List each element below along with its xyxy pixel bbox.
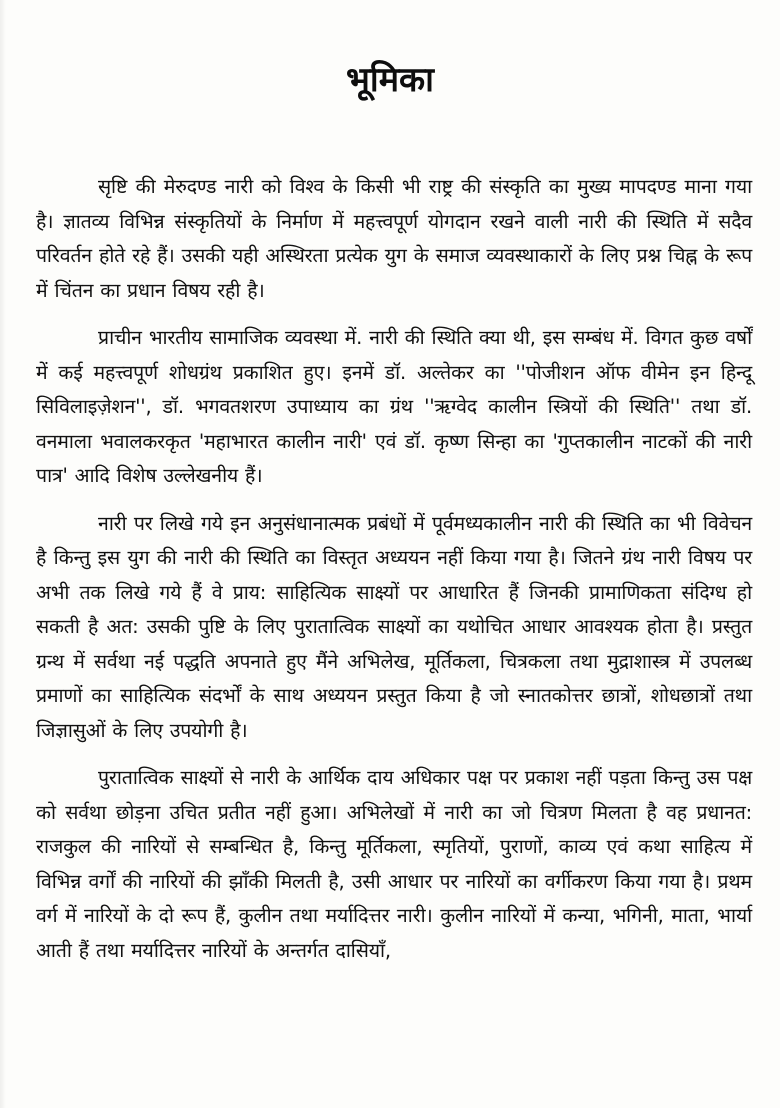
paragraph-method: नारी पर लिखे गये इन अनुसंधानात्मक प्रबंधों में पूर्वमध्यकालीन नारी की स्थिति का भी विवेचन है किन्तु इस युग की नारी की स्थिति का विस्तृत अध्ययन नहीं किया गया है। जितने ग्रंथ नारी विषय पर अभी तक लिखे गये हैं वे प्राय: साहित्यिक साक्ष्यों पर आधारित हैं जिनकी प्रामाणिकता संदिग्ध हो सकती है अत: उसकी पुष्टि के लिए पुरातात्विक साक्ष्यों का यथोचित आधार आवश्यक होता है। प्रस्तुत ग्रन्थ में सर्वथा नई पद्धति अपनाते हुए मैंने अभिलेख, मूर्तिकला, चित्रकला तथा मुद्राशास्त्र में उपलब्ध प्रमाणों का साहित्यिक संदर्भों के साथ अध्ययन प्रस्तुत किया है जो स्नातकोत्तर छात्रों, शोधछात्रों तथा जिज्ञासुओं के लिए उपयोगी है। — [36, 511, 752, 742]
paragraph-classification: पुरातात्विक साक्ष्यों से नारी के आर्थिक दाय अधिकार पक्ष पर प्रकाश नहीं पड़ता किन्तु उस पक्ष को सर्वथा छोड़ना उचित प्रतीत नहीं हुआ। अभिलेखों में नारी का जो चित्रण मिलता है वह प्रधानत: राजकुल की नारियों से सम्बन्धित है, किन्तु मूर्तिकला, स्मृतियों, पुराणों, काव्य एवं कथा साहित्य में विभिन्न वर्गों की नारियों की झाँकी मिलती है, उसी आधार पर नारियों का वर्गीकरण किया गया है। प्रथम वर्ग में नारियों के दो रूप हैं, कुलीन तथा मर्यादित्तर नारी। कुलीन नारियों में कन्या, भगिनी, माता, भार्या आती हैं तथा मर्यादित्तर नारियों के अन्तर्गत दासियाँ, — [36, 766, 752, 962]
body-text — [36, 170, 752, 981]
page-title: भूमिका — [346, 60, 434, 100]
paragraph-prior-research: प्राचीन भारतीय सामाजिक व्यवस्था में. नारी की स्थिति क्या थी, इस सम्बंध में. विगत कुछ वर्षों में कई महत्त्वपूर्ण शोधग्रंथ प्रकाशित हुए। इनमें डॉ. अल्तेकर का ''पोजीशन ऑफ वीमेन इन हिन्दू सिविलाइज़ेशन'', डॉ. भगवतशरण उपाध्याय का ग्रंथ ''ऋग्वेद कालीन स्त्रियों की स्थिति'' तथा डॉ. वनमाला भवालकरकृत 'महाभारत कालीन नारी' एवं डॉ. कृष्ण सिन्हा का 'गुप्तकालीन नाटकों की नारी पात्र' आदि विशेष उल्लेखनीय हैं। — [36, 326, 752, 487]
paragraph-introduction: सृष्टि की मेरुदण्ड नारी को विश्व के किसी भी राष्ट्र की संस्कृति का मुख्य मापदण्ड माना गया है। ज्ञातव्य विभिन्न संस्कृतियों के निर्माण में महत्त्वपूर्ण योगदान रखने वाली नारी की स्थिति में सदैव परिवर्तन होते रहे हैं। उसकी यही अस्थिरता प्रत्येक युग के समाज व्यवस्थाकारों के लिए प्रश्न चिह्न के रूप में चिंतन का प्रधान विषय रही है। — [36, 175, 752, 302]
scan-shadow-edge — [0, 0, 6, 1108]
